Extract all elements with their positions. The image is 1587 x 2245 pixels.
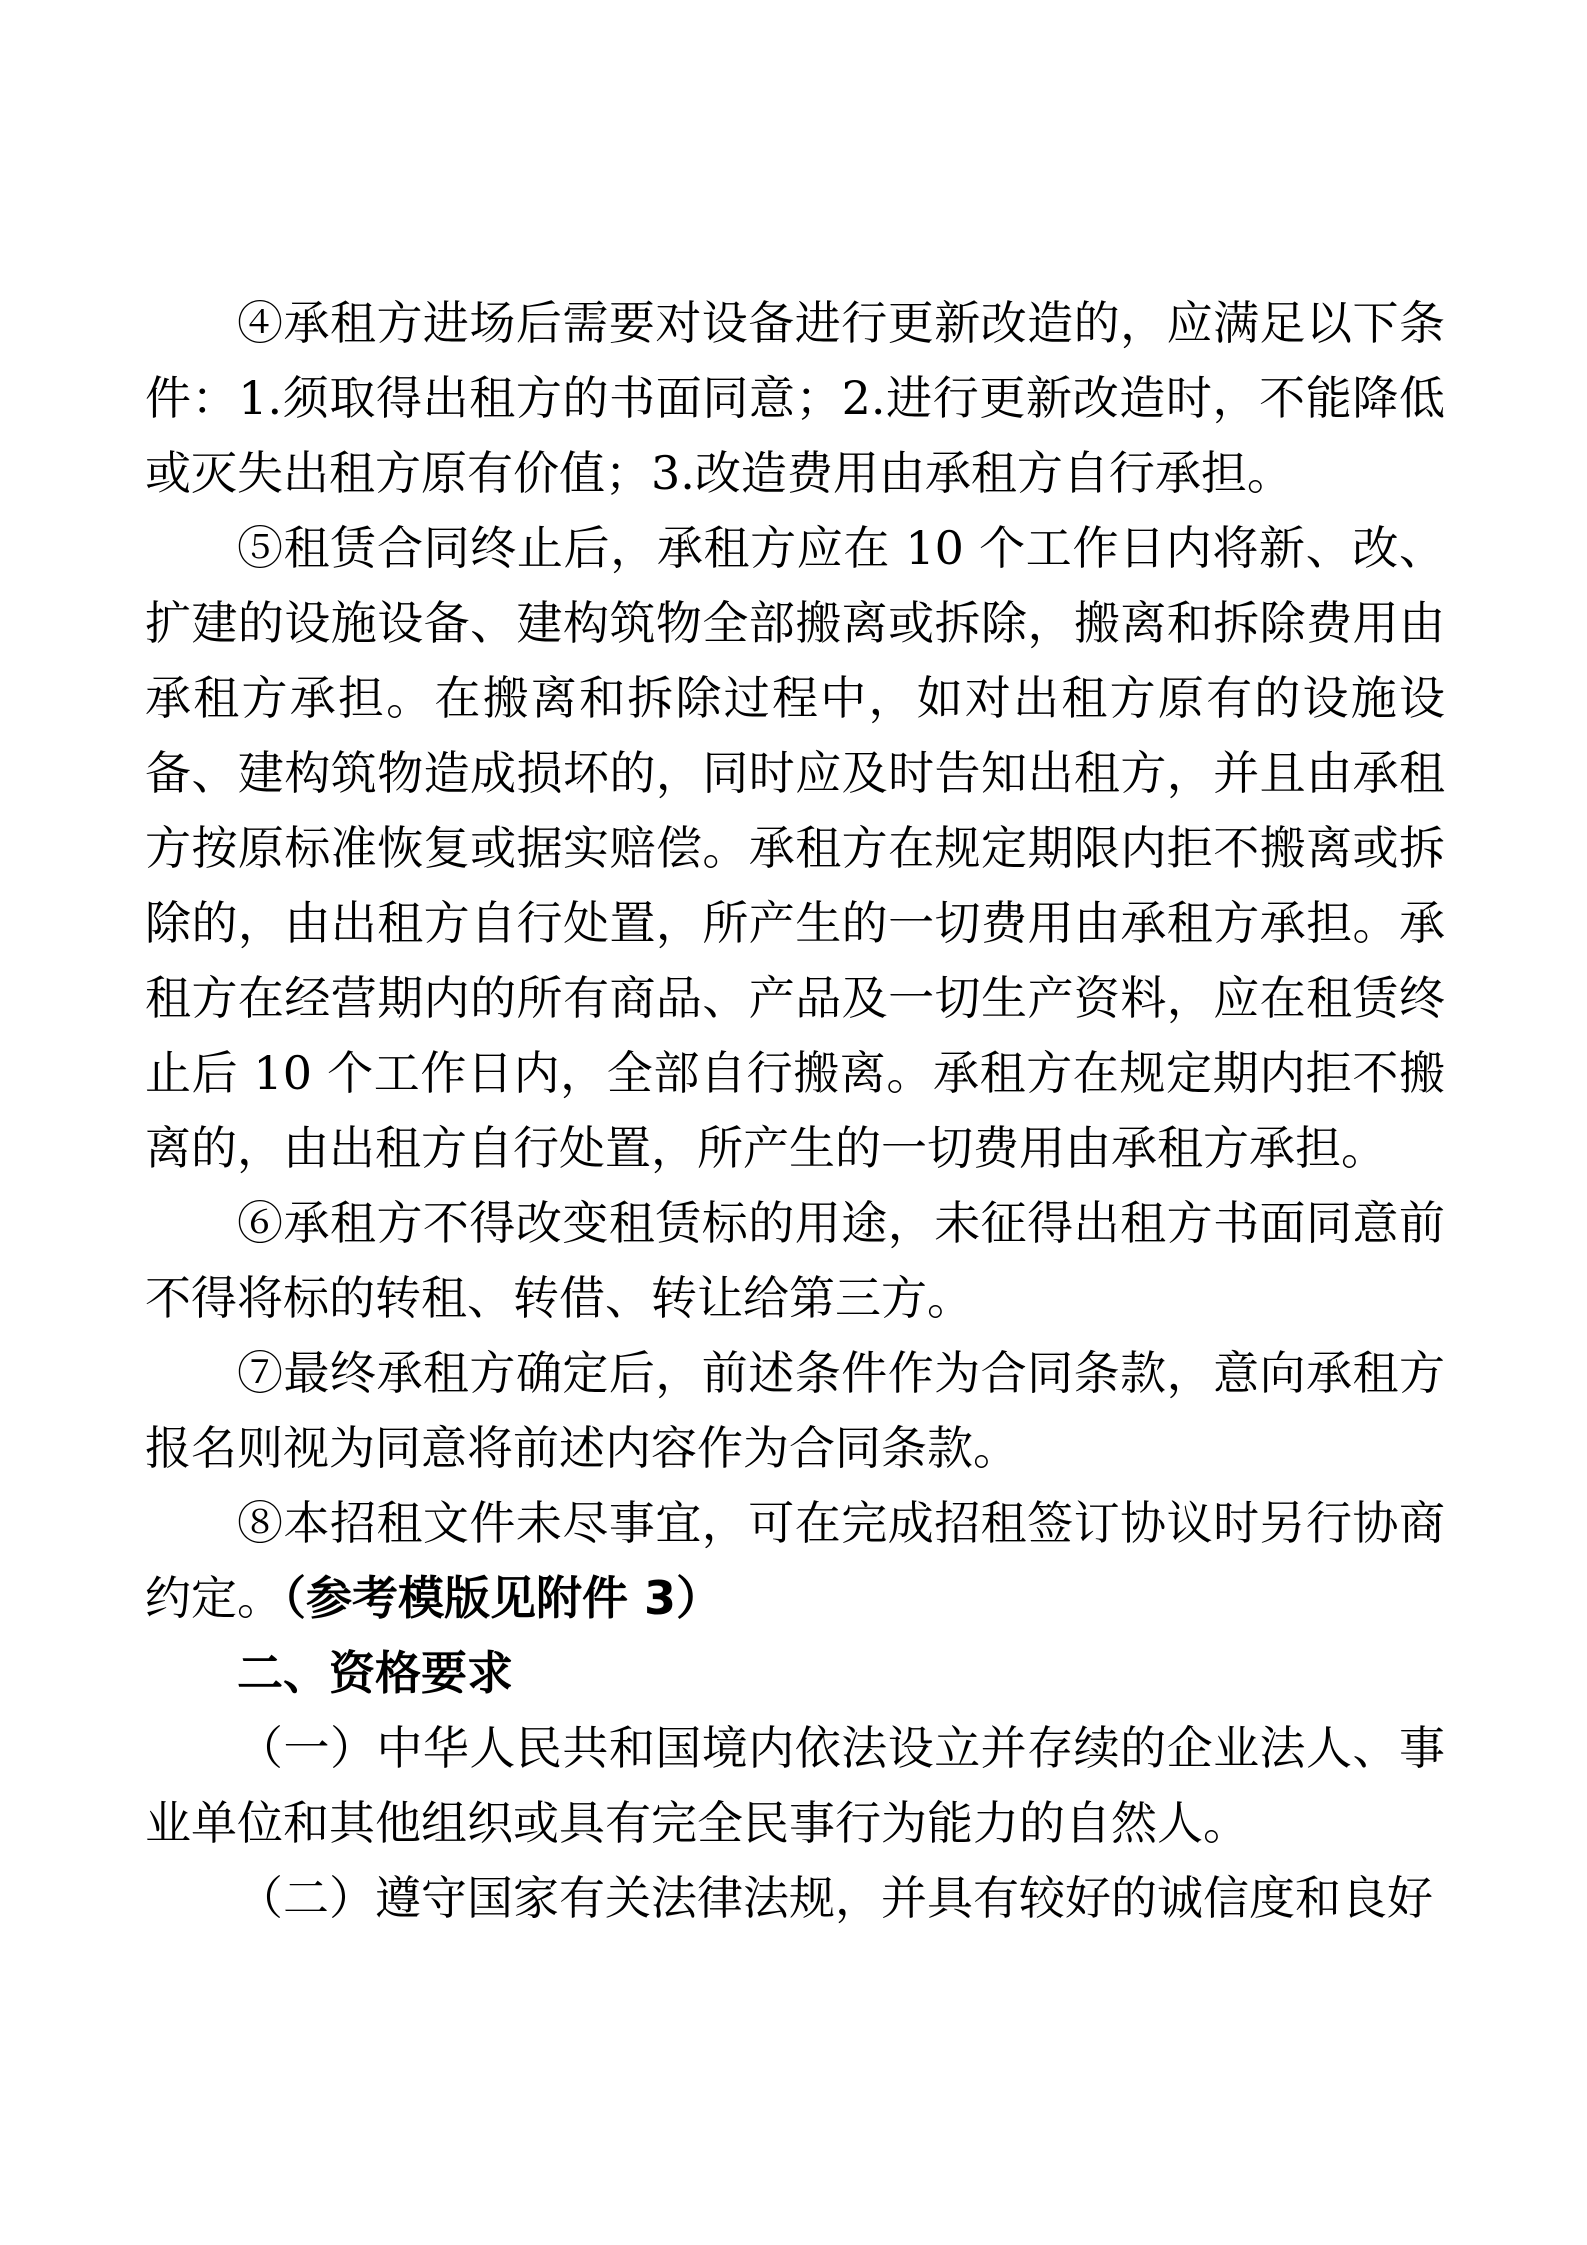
- document-body: [145, 286, 1445, 1936]
- requirement-1-text: （一）中华人民共和国境内依法设立并存续的企业法人、事业单位和其他组织或具有完全民事行为能力的自然人。: [145, 1721, 1445, 1850]
- clause-6-text: ⑥承租方不得改变租赁标的用途，未征得出租方书面同意前不得将标的转租、转借、转让给第三方。: [145, 1196, 1445, 1325]
- clause-8-attachment-reference: （参考模版见附件 3）: [283, 1571, 723, 1625]
- clause-8-text: ⑧本招租文件未尽事宜，可在完成招租签订协议时另行协商约定。: [145, 1496, 1445, 1625]
- clause-6-paragraph: [145, 1186, 1445, 1336]
- clause-4-paragraph: [145, 286, 1445, 511]
- section-heading-qualification-requirements: 二、资格要求: [237, 1646, 513, 1700]
- clause-4-text: ④承租方进场后需要对设备进行更新改造的，应满足以下条件：1.须取得出租方的书面同意；2.进行更新改造时，不能降低或灭失出租方原有价值；3.改造费用由承租方自行承担。: [145, 296, 1445, 500]
- requirement-1-paragraph: [145, 1711, 1445, 1861]
- clause-7-paragraph: [145, 1336, 1445, 1486]
- requirement-2-paragraph: [145, 1861, 1445, 1936]
- requirement-2-text: （二）遵守国家有关法律法规，并具有较好的诚信度和良好: [237, 1871, 1433, 1925]
- clause-7-text: ⑦最终承租方确定后，前述条件作为合同条款，意向承租方报名则视为同意将前述内容作为合同条款。: [145, 1346, 1445, 1475]
- clause-5-text: ⑤租赁合同终止后，承租方应在 10 个工作日内将新、改、扩建的设施设备、建构筑物全部搬离或拆除，搬离和拆除费用由承租方承担。在搬离和拆除过程中，如对出租方原有的设施设备、建构筑物造成损坏的，同时应及时告知出租方，并且由承租方按原标准恢复或据实赔偿。承租方在规定期限内拒不搬离或拆除的，由出租方自行处置，所产生的一切费用由承租方承担。承租方在经营期内的所有商品、产品及一切生产资料，应在租赁终止后 10 个工作日内，全部自行搬离。承租方在规定期内拒不搬离的，由出租方自行处置，所产生的一切费用由承租方承担。: [145, 521, 1445, 1175]
- clause-5-paragraph: [145, 511, 1445, 1186]
- clause-8-paragraph: [145, 1486, 1445, 1636]
